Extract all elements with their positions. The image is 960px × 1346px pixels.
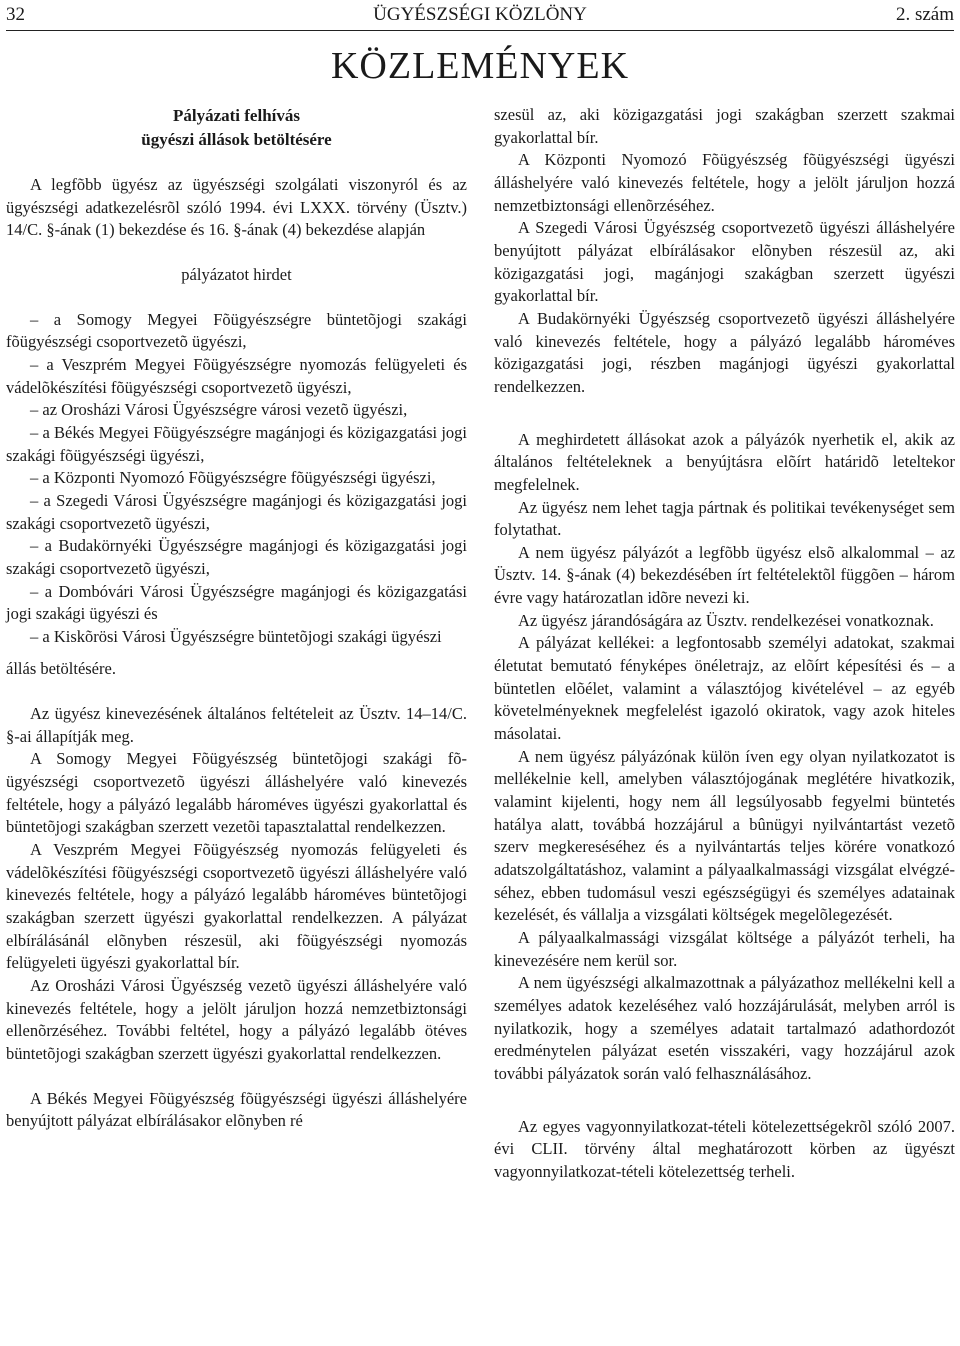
position-item: – a Központi Nyomozó Fõügyészségre fõügyészségi ügyészi, [30, 468, 436, 488]
bekes-paragraph-continued: szesül az, aki közigazgatási jogi szakágban szerzett szakmai gyakorlattal bír. [494, 105, 955, 147]
application-requirements-paragraph: A pályázat kellékei: a legfontosabb személyi adatokat, szakmai életutat bemutató fényképes önéletrajz, az elõírt képesítési és – a büntetlen elõélet, valamint a választójog kivételével – az egyéb követelményeknek megfelelést igazoló okiratok, vagy azok hiteles másolatai. [494, 633, 955, 744]
position-item: – a Szegedi Városi Ügyészségre magánjogi és közigazgatási jogi szakági csoportvezetõ ügyészi, [6, 490, 467, 533]
page-header [6, 2, 954, 28]
position-item: – a Budakörnyéki Ügyészségre magánjogi és közigazgatási jogi szakági csoportvezetõ ügyészi, [6, 536, 467, 578]
eligibility-paragraph: A meghirdetett állásokat azok a pályázók nyerhetik el, akik az általános feltételeknek a benyújtásra elõírt határidõ leteltekor megfelelnek. [494, 429, 955, 494]
journal-title: ÜGYÉSZSÉGI KÖZLÖNY [373, 4, 587, 25]
budakornyek-paragraph: A Budakörnyéki Ügyészség csoportvezetõ ügyészi álláshelyére való kinevezés feltétele, hogy a pályázó legalább hároméves közigazgatási jogi, részben magánjogi ügyészi gyakorlattal rendelkezzen. [494, 308, 955, 396]
header-rule [6, 30, 954, 31]
party-membership-paragraph: Az ügyész nem lehet tagja pártnak és politikai tevékenységet sem folytathat. [494, 497, 955, 540]
position-item: – a Somogy Megyei Fõügyészségre büntetõjogi szakági fõügyészségi csoportvezetõ ügyészi, [6, 309, 467, 352]
non-prosecutor-appointment-paragraph: A nem ügyész pályázót a legfõbb ügyész elsõ alkalommal – az Üsztv. 14. §-ának (4) bekezdésében írt feltételektõl függõen – három évre vagy határozatlan idõre nevezi ki. [494, 542, 955, 608]
position-item: – a Dombóvári Városi Ügyészségre magánjogi és közigazgatási jogi szakági ügyészi és [6, 581, 467, 624]
position-item: – a Veszprém Megyei Fõügyészségre nyomozás felügyeleti és vádelõkészítési fõügyészségi csoportvezetõ ügyészi, [6, 354, 467, 397]
remuneration-paragraph: Az ügyész járandóságára az Üsztv. rendelkezései vonatkoznak. [518, 610, 934, 630]
position-item: – a Békés Megyei Fõügyészségre magánjogi és közigazgatási jogi szakági fõügyészségi ügyészi, [6, 422, 467, 465]
notice-heading-line2: ügyészi állások betöltésére [141, 130, 332, 149]
bekes-paragraph: A Békés Megyei Fõügyészség fõügyészségi ügyészi álláshelyére benyújtott pályázat elbírálásakor elõnyben ré [6, 1088, 467, 1131]
right-column [494, 104, 955, 1184]
declaration-paragraph: A nem ügyész pályázónak külön íven egy olyan nyilatkozatot is mellékelnie kell, amelyben választójogának meglétére hivatkozik, valamint kijelenti, hogy nem áll legsúlyosabb fegyelmi büntetés hatálya alatt, továbbá hozzájárul a bûnügyi nyilvántartást vezetõ szerv megkereséséhez és a nyilvántartás teljes körére vonatkozó adatszolgáltatáshoz, valamint a pályaalkalmassági vizsgálat elvégzéséhez, ebben tudomásul veszi egészségügyi és személyes adatainak kezelését, és vállalja a vizsgálati költségek megelõlegezését. [494, 746, 955, 925]
left-column [6, 104, 467, 1133]
section-title: KÖZLEMÉNYEK [330, 45, 630, 87]
data-consent-paragraph: A nem ügyészségi alkalmazottnak a pályázathoz mellékelni kell a személyes adatok kezeléséhez való hozzájárulását, melyben arról is nyilatkozik, hogy a személyes adatait tartalmazó adathordozót eredménytelen pályázat esetén visszakéri, vagy hozzájárul azok további pályázatok során való felhasználásához. [494, 973, 955, 1083]
asset-declaration-paragraph: Az egyes vagyonnyilatkozat-tételi kötelezettségekrõl szóló 2007. évi CLII. törvény által meghatározott körben az ügyészt vagyonnyilatkozat-tételi kötelezettség terheli. [494, 1116, 955, 1181]
exam-cost-paragraph: A pályaalkalmassági vizsgálat költsége a pályázót terheli, ha kinevezésére nem kerül sor. [494, 927, 955, 970]
positions-end: állás betöltésére. [6, 659, 116, 679]
position-item: – a Kiskõrösi Városi Ügyészségre büntetõjogi szakági ügyészi [30, 626, 442, 646]
page-number: 32 [6, 4, 25, 25]
general-conditions-paragraph: Az ügyész kinevezésének általános feltételeit az Üsztv. 14–14/C. §-ai állapítják meg. [6, 704, 467, 746]
veszprem-paragraph: A Veszprém Megyei Fõügyészség nyomozás felügyeleti és vádelõkészítési fõügyészségi csoportvezetõ ügyészi álláshelyére való kinevezés feltétele, hogy a pályázó legalább hároméves büntetõjogi szakágban szerzett ügyészi gyakorlattal rendelkezzen. A pályázat elbírálásánál elõnyben részesül, aki fõügyészségi nyomozás felügyeleti ügyészi gyakorlattal bír. [6, 840, 467, 973]
position-item: – az Orosházi Városi Ügyészségre városi vezetõ ügyészi, [30, 400, 408, 420]
somogy-paragraph: A Somogy Megyei Fõügyészség büntetõjogi szakági fõügyészségi csoportvezetõ ügyészi álláshelyére való kinevezés feltétele, hogy a pályázó legalább hároméves ügyészi gyakorlattal és büntetõjogi szakágban szerzett vezetõi tapasztalattal rendelkezzen. [6, 749, 467, 837]
issue-number: 2. szám [895, 4, 954, 25]
kozponti-paragraph: A Központi Nyomozó Fõügyészség fõügyészségi ügyészi álláshelyére való kinevezés feltétele, hogy a jelölt járuljon hozzá nemzetbiztonsági ellenõrzéséhez. [494, 150, 955, 215]
oroshaza-paragraph: Az Orosházi Városi Ügyészség vezetõ ügyészi álláshelyére való kinevezés feltétele, hogy a jelölt járuljon hozzá nemzetbiztonsági ellenõrzéséhez. További feltétel, hogy a pályázó legalább ötéves büntetõjogi szakágban szerzett ügyészi gyakorlattal rendelkezzen. [6, 976, 467, 1063]
announcement-line: pályázatot hirdet [181, 264, 292, 284]
intro-paragraph: A legfõbb ügyész az ügyészségi szolgálati viszonyról és az ügyészségi adatkezelésrõl szóló 1994. évi LXXX. törvény (Üsztv.) 14/C. §-ának (1) bekezdése és 16. §-ának (4) bekezdése alapján [6, 175, 467, 240]
szeged-paragraph: A Szegedi Városi Ügyészség csoportvezetõ ügyészi álláshelyére benyújtott pályázat elbírálásakor elõnyben részesül az, aki közigazgatási jogi, magánjogi szakágban szerzett ügyészi gyakorlattal bír. [494, 218, 955, 306]
notice-heading-line1: Pályázati felhívás [172, 106, 300, 125]
